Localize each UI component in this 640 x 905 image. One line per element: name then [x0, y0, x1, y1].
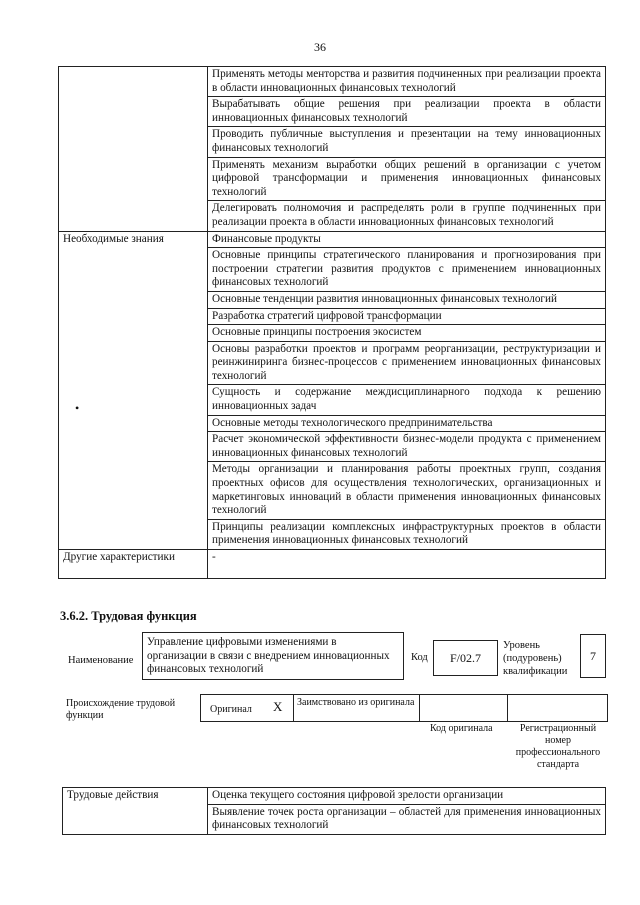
- knowledge-cell: Основные принципы стратегического планирования и прогнозирования при построении стратегии развития продуктов с применением инновационных финансовых технологий: [208, 248, 606, 292]
- knowledge-cell: Основы разработки проектов и программ реорганизации, реструктуризации и реинжиниринга бизнес-процессов с применением инновационных финансовых технологий: [208, 341, 606, 385]
- knowledge-cell: Методы организации и планирования работы проектных групп, создания проектных офисов для осуществления технологических, организационных и маркетинговых инноваций в области применения инновационных финансовых технологий: [208, 462, 606, 519]
- origin-code-label: Код оригинала: [430, 723, 493, 734]
- level-label: Уровень (подуровень) квалификации: [503, 640, 568, 677]
- knowledge-cell: Основные принципы построения экосистем: [208, 325, 606, 342]
- competency-table: [58, 66, 606, 579]
- origin-box: [200, 694, 608, 722]
- origin-label: Происхождение трудовой функции: [66, 698, 176, 721]
- original-mark: X: [273, 699, 283, 714]
- knowledge-cell: Основные тенденции развития инновационных финансовых технологий: [208, 291, 606, 308]
- level-value: 7: [580, 634, 606, 678]
- code-value: F/02.7: [433, 640, 498, 676]
- knowledge-cell: Расчет экономической эффективности бизнес-модели продукта с применением инновационных финансовых технологий: [208, 432, 606, 462]
- original-label: Оригинал: [210, 704, 252, 715]
- skill-cell: Проводить публичные выступления и презентации на тему инновационных финансовых технологий: [208, 127, 606, 157]
- actions-table: [62, 787, 606, 835]
- knowledge-cell: Принципы реализации комплексных инфраструктурных проектов в области применения инновационных финансовых технологий: [208, 519, 606, 549]
- other-label: Другие характеристики: [59, 550, 208, 579]
- skill-cell: Применять методы менторства и развития подчиненных при реализации проекта в области инновационных финансовых технологий: [208, 67, 606, 97]
- knowledge-cell: Основные методы технологического предпринимательства: [208, 415, 606, 432]
- skill-cell: Вырабатывать общие решения при реализации проекта в области инновационных финансовых технологий: [208, 97, 606, 127]
- knowledge-cell: Разработка стратегий цифровой трансформации: [208, 308, 606, 325]
- reg-number-label: Регистрационный номер профессионального стандарта: [515, 723, 601, 770]
- knowledge-cell: Сущность и содержание междисциплинарного подхода к решению инновационных задач: [208, 385, 606, 415]
- skill-cell: Применять механизм выработки общих решений в организации с учетом цифровой трансформации и применения инновационных финансовых технологий: [208, 157, 606, 201]
- table-row: [59, 231, 606, 248]
- name-value: Управление цифровыми изменениями в организации в связи с внедрением инновационных финансовых технологий: [142, 632, 404, 680]
- knowledge-label: Необходимые знания: [59, 231, 208, 549]
- table-row: [59, 550, 606, 579]
- actions-label: Трудовые действия: [63, 788, 208, 835]
- section-title: 3.6.2. Трудовая функция: [60, 609, 197, 623]
- borrowed-label: Заимствовано из оригинала: [297, 697, 415, 708]
- other-value: -: [208, 550, 606, 579]
- table-row: [63, 788, 606, 805]
- action-cell: Оценка текущего состояния цифровой зрелости организации: [208, 788, 606, 805]
- code-label: Код: [411, 652, 428, 663]
- knowledge-cell: Финансовые продукты: [208, 231, 606, 248]
- page-number: 36: [314, 40, 326, 54]
- name-label: Наименование: [68, 655, 134, 666]
- skills-label-cell: [59, 67, 208, 232]
- bullet-mark: •: [75, 401, 80, 415]
- skill-cell: Делегировать полномочия и распределять роли в группе подчиненных при реализации проекта в области инновационных финансовых технологий: [208, 201, 606, 231]
- table-row: [59, 67, 606, 97]
- action-cell: Выявление точек роста организации – областей для применения инновационных финансовых технологий: [208, 804, 606, 834]
